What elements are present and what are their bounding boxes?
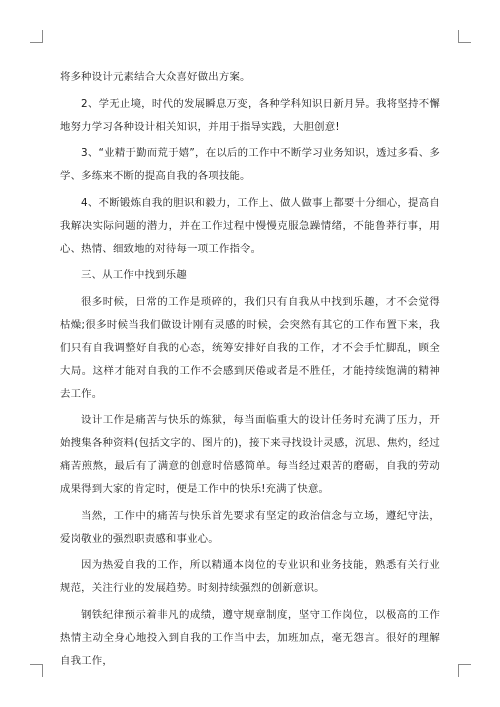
document-body bbox=[60, 66, 440, 676]
paragraph-political-belief: 当然，工作中的痛苦与快乐首先要求有坚定的政治信念与立场，遵纪守法，爱岗敬业的强烈职责感和事业心。 bbox=[60, 509, 440, 545]
paragraph-discipline: 钢铁纪律预示着非凡的成绩，遵守规章制度，坚守工作岗位，以极高的工作热情主动全身心地投入到自我的工作当中去，加班加点，毫无怨言。很好的理解自我工作， bbox=[60, 608, 440, 667]
paragraph-point-2: 2、学无止境，时代的发展瞬息万变，各种学科知识日新月异。我将坚持不懈地努力学习各种设计相关知识，并用于指导实践，大胆创意! bbox=[60, 97, 440, 133]
paragraph-love-work: 因为热爱自我的工作，所以精通本岗位的专业识和业务技能，熟悉有关行业规范，关注行业的发展趋势。时刻持续强烈的创新意识。 bbox=[60, 559, 440, 594]
section-heading: 三、从工作中找到乐趣 bbox=[81, 269, 187, 281]
paragraph-finding-joy: 很多时候，日常的工作是琐碎的，我们只有自我从中找到乐趣，才不会觉得枯燥;很多时候当我们做设计刚有灵感的时候，会突然有其它的工作布置下来，我们只有自我调整好自我的心态，统筹安排好自我的工作，才不会手忙脚乱，顾全大局。这样才能对自我的工作不会感到厌倦或者是不胜任，才能持续饱满的精神去工作。 bbox=[60, 295, 440, 400]
crop-mark-bottom-right bbox=[458, 664, 471, 677]
crop-mark-bottom-left bbox=[30, 664, 43, 677]
crop-mark-top-right bbox=[458, 30, 471, 43]
paragraph-point-4: 4、不断锻炼自我的胆识和毅力，工作上、做人做事上都要十分细心，提高自我解决实际问题的潜力，并在工作过程中慢慢克服急躁情绪，不能鲁莽行事，用心、热情、细致地的对待每一项工作指令。 bbox=[60, 196, 440, 255]
paragraph-design-work: 设计工作是痛苦与快乐的炼狱，每当面临重大的设计任务时充满了压力，开始搜集各种资料(包括文字的、图片的)，接下来寻找设计灵感，沉思、焦灼，经过痛苦煎熬，最后有了满意的创意时倍感简单。每当经过艰苦的磨砺，自我的劳动成果得到大家的肯定时，便是工作中的快乐!充满了快意。 bbox=[60, 414, 440, 495]
paragraph-continuation: 将多种设计元素结合大众喜好做出方案。 bbox=[60, 71, 251, 83]
paragraph-point-3: 3、“业精于勤而荒于嬉”，在以后的工作中不断学习业务知识，透过多看、多学、多练来不断的提高自我的各项技能。 bbox=[60, 147, 440, 182]
crop-mark-top-left bbox=[30, 30, 43, 43]
